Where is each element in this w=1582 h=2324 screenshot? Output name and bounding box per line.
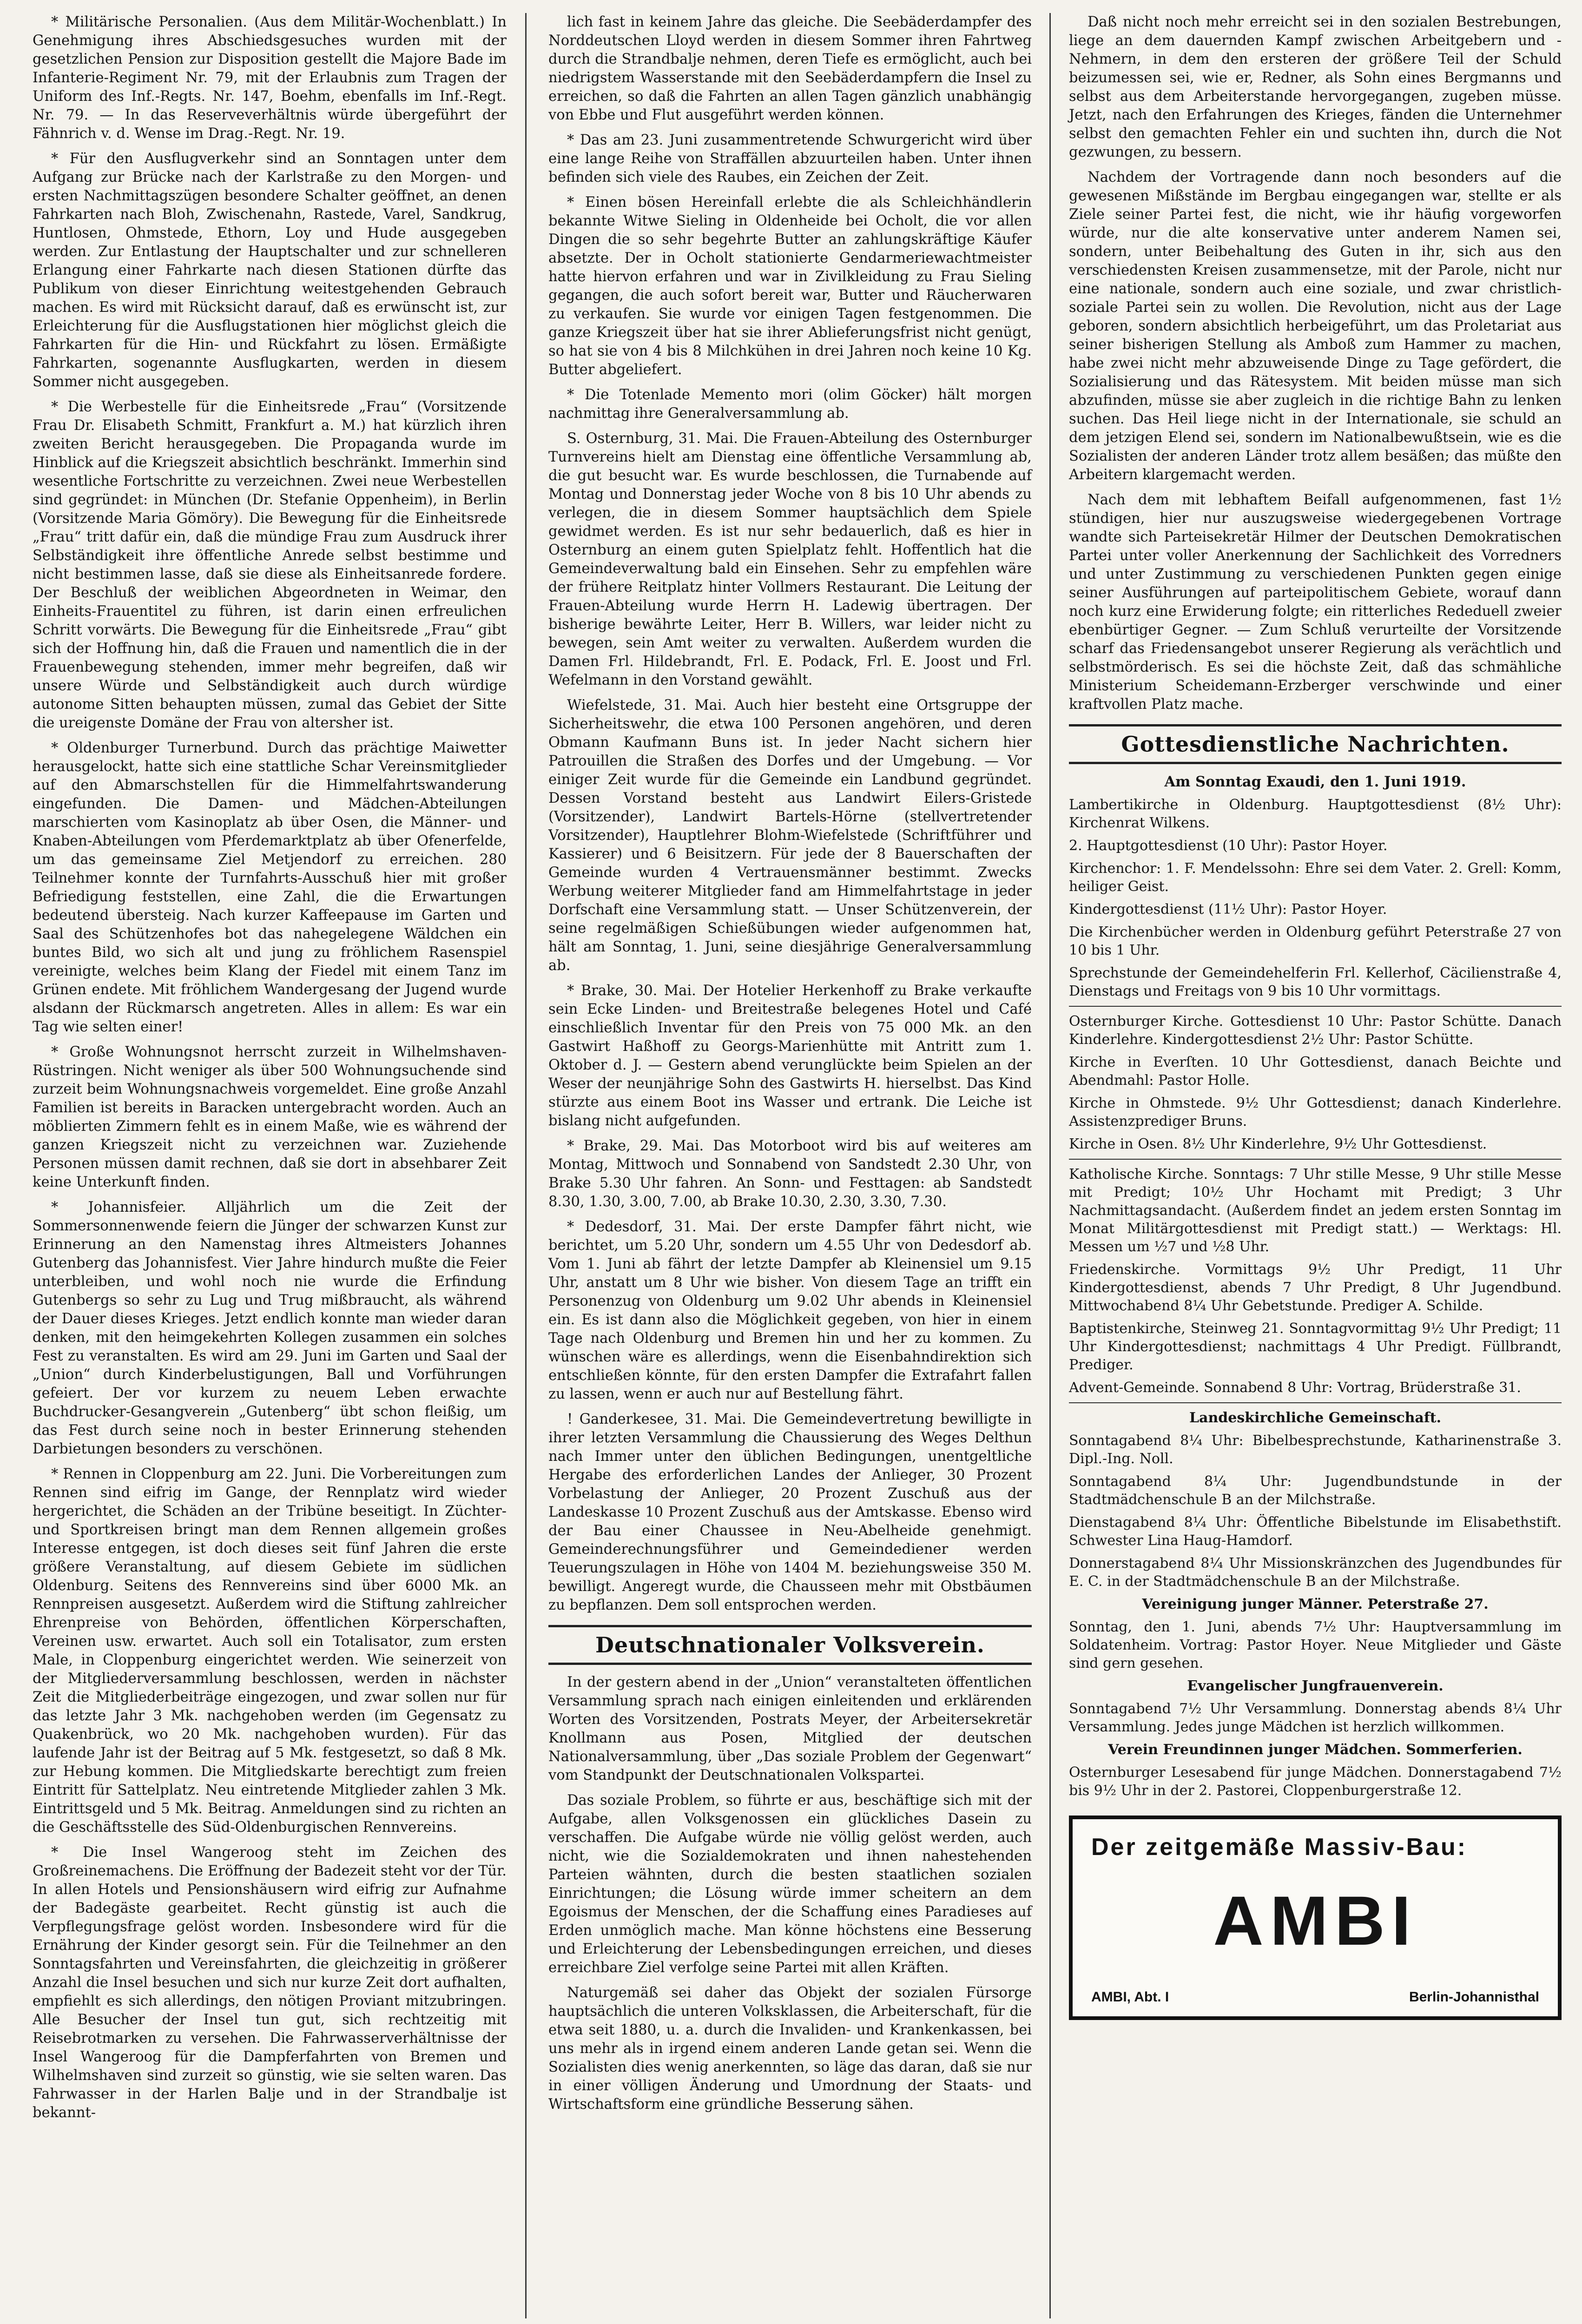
church-item: Donnerstagabend 8¼ Uhr Missionskränzchen des Jugendbundes für E. C. in der Stadtmädchenschule B an der Milchstraße. [1069, 1555, 1562, 1590]
article: Naturgemäß sei daher das Objekt der sozialen Fürsorge hauptsächlich die unteren Volksklassen, die Arbeiterschaft, für die etwa seit 1880, u. a. durch die Invaliden- und Krankenkassen, bei uns mehr als in irgend einem anderen Lande getan sei. Wenn die Sozialisten dies wenig anerkennten, so läge das daran, daß sie nur in einer völligen Änderung und Umordnung der Staats- und Wirtschaftsform eine gründliche Besserung sähen. [548, 1985, 1032, 2113]
ad-brand: AMBI [1213, 1882, 1417, 1960]
article: * Die Werbestelle für die Einheitsrede „Frau“ (Vorsitzende Frau Dr. Elisabeth Schmitt, Frankfurt a. M.) hat kürzlich ihren zweiten Bericht herausgegeben. Die Propaganda wurde im Hinblick auf die Kriegszeit absichtlich beschränkt. Immerhin sind wesentliche Fortschritte zu verzeichnen. Zwei neue Werbestellen sind gegründet: in München (Dr. Stefanie Oppenheim), in Berlin (Vorsitzende Maria Gömöry). Die Bewegung für die Einheitsrede „Frau“ tritt dafür ein, daß die mündige Frau zum Ausdruck ihrer Selbständigkeit ihre öffentliche Anrede selbst bestimme und nicht bestimmen lasse, daß sie diese als Einheitsanrede fordere. Der Beschluß der weiblichen Abgeordneten in Weimar, den Einheits-Frauentitel zu führen, ist darin einen erfreulichen Schritt vorwärts. Die Bewegung für die Einheitsrede „Frau“ gibt sich der Hoffnung hin, daß die Frauen und namentlich die in der Frauenbewegung stehenden, immer mehr begreifen, daß wir unsere Würde und Selbständigkeit auch durch würdige autonome Sitten behaupten müssen, zumal das Gebiet der Sitte die ureigenste Domäne der Frau von altersher ist. [33, 399, 507, 731]
church-list [1069, 796, 1562, 1800]
church-item: Kirche in Ohmstede. 9½ Uhr Gottesdienst; danach Kinderlehre. Assistenzprediger Bruns. [1069, 1095, 1562, 1129]
church-item: Sprechstunde der Gemeindehelferin Frl. Kellerhof, Cäcilienstraße 4, Dienstags und Freitags von 9 bis 10 Uhr vormittags. [1069, 965, 1562, 999]
church-item: 2. Hauptgottesdienst (10 Uhr): Pastor Hoyer. [1069, 838, 1388, 854]
church-item: Die Kirchenbücher werden in Oldenburg geführt Peterstraße 27 von 10 bis 1 Uhr. [1069, 924, 1562, 958]
ad-title: Der zeitgemäße Massiv-Bau: [1091, 1834, 1468, 1861]
church-item: Sonntagabend 8¼ Uhr: Jugendbundstunde in der Stadtmädchenschule B an der Milchstraße. [1069, 1473, 1562, 1508]
column-2 [548, 13, 1032, 2120]
article: * Johannisfeier. Alljährlich um die Zeit der Sommersonnenwende feiern die Jünger der schwarzen Kunst zur Erinnerung an den Namenstag ihres Altmeisters Johannes Gutenberg das Johannisfest. Vier Jahre hindurch mußte die Feier unterbleiben, und wohl noch nie wurde die Erfindung Gutenbergs so sehr zu Lug und Trug mißbraucht, als während der Dauer dieses Krieges. Jetzt endlich konnte man wieder daran denken, mit den heimgekehrten Kollegen zusammen ein solches Fest zu veranstalten. Es wird am 29. Juni im Garten und Saal der „Union“ durch Kinderbelustigungen, Ball und Vorführungen gefeiert. Der vor kurzem zu neuem Leben erwachte Buchdrucker-Gesangverein „Gutenberg“ übt schon fleißig, um das Fest durch seine noch in bester Erinnerung stehenden Darbietungen besonders zu verschönen. [33, 1199, 507, 1457]
church-item: Advent-Gemeinde. Sonnabend 8 Uhr: Vortrag, Brüderstraße 31. [1069, 1380, 1521, 1396]
church-item: Osternburger Lesesabend für junge Mädchen. Donnerstagabend 7½ bis 9½ Uhr in der 2. Pastorei, Cloppenburgerstraße 12. [1069, 1764, 1562, 1799]
divider [1069, 1006, 1562, 1007]
article: * Das am 23. Juni zusammentretende Schwurgericht wird über eine lange Reihe von Straffällen abzuurteilen haben. Unter ihnen befinden sich viele des Raubes, ein Zeichen der Zeit. [548, 132, 1032, 185]
article: S. Osternburg, 31. Mai. Die Frauen-Abteilung des Osternburger Turnvereins hielt am Dienstag eine öffentliche Versammlung ab, die gut besucht war. Es wurde beschlossen, die Turnabende auf Montag und Donnerstag jeder Woche von 8 bis 10 Uhr abends zu verlegen, die in diesem Sommer hauptsächlich dem Spiele gewidmet werden. Es ist nur sehr bedauerlich, daß es hier in Osternburg an einem guten Spielplatz fehlt. Hoffentlich hat die Gemeindeverwaltung bald ein Einsehen. Sehr zu empfehlen wäre der frühere Reitplatz hinter Vollmers Restaurant. Die Leitung der Frauen-Abteilung wurde Herrn H. Ladewig übertragen. Der bisherige bewährte Leiter, Herr B. Willers, war leider nicht zu bewegen, sein Amt weiter zu verwalten. Außerdem wurden die Damen Frl. Hildebrandt, Frl. E. Podack, Frl. E. Joost und Frl. Wefelmann in den Vorstand gewählt. [548, 430, 1032, 688]
article: * Militärische Personalien. (Aus dem Militär-Wochenblatt.) In Genehmigung ihres Abschiedsgesuches wurden mit der gesetzlichen Pension zur Disposition gestellt die Majore Bade im Infanterie-Regiment Nr. 79, mit der Erlaubnis zum Tragen der Uniform des Inf.-Regts. Nr. 147, Boehm, ebenfalls im Inf.-Regt. Nr. 79. — In das Reserveverhältnis würde übergeführt der Fähnrich v. d. Wense im Drag.-Regt. Nr. 19. [33, 14, 507, 142]
column-1 [33, 13, 507, 2129]
church-item: Lambertikirche in Oldenburg. Hauptgottesdienst (8½ Uhr): Kirchenrat Wilkens. [1069, 797, 1562, 831]
church-item: Sonntagabend 8¼ Uhr: Bibelbesprechstunde, Katharinenstraße 3. Dipl.-Ing. Noll. [1069, 1433, 1562, 1467]
article: * Die Insel Wangeroog steht im Zeichen des Großreinemachens. Die Eröffnung der Badezeit steht vor der Tür. In allen Hotels und Pensionshäusern wird eifrig zur Aufnahme der Badegäste gearbeitet. Recht günstig ist auch die Verpflegungsfrage gelöst worden. Insbesondere wird für die Ernährung der Kinder gesorgt sein. Für die Teilnehmer an den Sonntagsfahrten und Vereinsfahrten, die gleichzeitig in größerer Anzahl die Insel besuchen und sich nur kurze Zeit dort aufhalten, empfiehlt es sich allerdings, den nötigen Proviant mitzubringen. Alle Besucher der Insel tun gut, sich rechtzeitig mit Reisebrotmarken zu versehen. Die Fahrwasserverhältnisse der Insel Wangeroog für die Dampferfahrten von Bremen und Wilhelmshaven sind zurzeit so günstig, wie sie selten waren. Das Fahrwasser in der Harlen Balje und in der Strandbalje ist bekannt- [33, 1844, 507, 2121]
article: * Große Wohnungsnot herrscht zurzeit in Wilhelmshaven-Rüstringen. Nicht weniger als über 500 Wohnungsuchende sind zurzeit beim Wohnungsnachweis vorgemeldet. Eine große Anzahl Familien ist bereits in Baracken untergebracht worden. Auch an möblierten Zimmern fehlt es in einem Maße, wie es während der ganzen Kriegszeit nicht zu verzeichnen war. Zuziehende Personen müssen damit rechnen, daß sie dort in absehbarer Zeit keine Unterkunft finden. [33, 1044, 507, 1190]
article: * Einen bösen Hereinfall erlebte die als Schleichhändlerin bekannte Witwe Sieling in Oldenheide bei Ocholt, die vor allen Dingen die so sehr begehrte Butter an zahlungskräftige Käufer absetzte. Der in Ocholt stationierte Gendarmeriewachtmeister hatte hiervon erfahren und war in Zivilkleidung zu Frau Sieling gegangen, die auch sofort bereit war, Butter und Räucherwaren zu verkaufen. Sie wurde vor einigen Tagen festgenommen. Die ganze Kriegszeit über hat sie ihrer Ablieferungsfrist nicht genügt, so hat sie von 4 bis 8 Milchkühen in drei Jahren noch keine 10 Kg. Butter abgeliefert. [548, 194, 1032, 378]
article: * Brake, 29. Mai. Das Motorboot wird bis auf weiteres am Montag, Mittwoch und Sonnabend von Sandstedt 2.30 Uhr, von Brake 5.30 Uhr fahren. An Sonn- und Festtagen: ab Sandstedt 8.30, 1.30, 3.00, 7.00, ab Brake 10.30, 2.30, 3.30, 7.30. [548, 1138, 1032, 1210]
article: Nachdem der Vortragende dann noch besonders auf die gewesenen Mißstände im Bergbau eingegangen war, stellte er als Ziele seiner Partei fest, die nicht, wie ihr häufig vorgeworfen würde, nur die alte konservative unter anderem Namen sei, sondern, unter Beibehaltung des Guten in ihr, sich aus den verschiedensten Kreisen zusammensetze, mit der Parole, nicht nur eine nationale, sondern auch eine soziale, und zwar christlich-soziale Partei sein zu wollen. Die Revolution, nicht aus der Lage geboren, sondern absichtlich herbeigeführt, um das Proletariat aus seiner bisherigen Stellung als Amboß zum Hammer zu machen, habe zwei nicht mehr abzuweisende Dinge zu Tage gefördert, die Sozialisierung und das Rätesystem. Mit beiden müsse man sich abzufinden, müsse sie aber zugleich in die richtige Bahn zu lenken suchen. Das Heil liege nicht in der Internationale, sie schuld an dem jetzigen Elend sei, sondern im Nationalbewußtsein, wie es die Sozialisten der anderen Länder trotz allem besäßen; das müßte den Arbeitern klargemacht werden. [1069, 169, 1562, 483]
church-item: Kirche in Osen. 8½ Uhr Kinderlehre, 9½ Uhr Gottesdienst. [1069, 1136, 1487, 1152]
church-item: Kirche in Everſten. 10 Uhr Gottesdienst, danach Beichte und Abendmahl: Pastor Holle. [1069, 1054, 1562, 1089]
article: * Für den Ausflugverkehr sind an Sonntagen unter dem Aufgang zur Brücke nach der Karlstraße zu den Morgen- und ersten Nachmittagszügen besondere Schalter geöffnet, an denen Fahrkarten nach Bloh, Zwischenahn, Rastede, Varel, Sandkrug, Huntlosen, Ohmstede, Ethorn, Loy und Hude ausgegeben werden. Zur Entlastung der Hauptschalter und zur schnelleren Erlangung einer Fahrkarte nach diesen Stationen dürfte das Publikum von dieser Einrichtung weitestgehenden Gebrauch machen. Es wird mit Rücksicht darauf, daß es erwünscht ist, zur Erleichterung für die Ausflugstationen hier möglichst gleich die Fahrkarten für die Hin- und Rückfahrt zu lösen. Ermäßigte Fahrkarten, sogenannte Ausflugkarten, werden in diesem Sommer nicht ausgegeben. [33, 151, 507, 390]
church-item: Evangelischer Jungfrauenverein. [1187, 1678, 1444, 1694]
article: * Dedesdorf, 31. Mai. Der erste Dampfer fährt nicht, wie berichtet, um 5.20 Uhr, sondern um 4.55 Uhr von Dedesdorf ab. Vom 1. Juni ab fährt der letzte Dampfer ab Kleinensiel um 9.15 Uhr, anstatt um 8 Uhr wie bisher. Von diesem Tage an trifft ein Personenzug von Oldenburg um 9.02 Uhr abends in Kleinensiel ein. Es ist dann also die Möglichkeit gegeben, von hier in einem Tage nach Oldenburg und Bremen hin und her zu kommen. Zu wünschen wäre es allerdings, wenn die Eisenbahndirektion sich entschließen könnte, für den ersten Dampfer die Extrafahrt fallen zu lassen, wenn er auch nur auf Bestellung fährt. [548, 1219, 1032, 1402]
article: ! Ganderkesee, 31. Mai. Die Gemeindevertretung bewilligte in ihrer letzten Versammlung die Chaussierung des Weges Delthun nach Immer unter den üblichen Bedingungen, unentgeltliche Hergabe des erforderlichen Landes der Anlieger, 30 Prozent Vorbelastung der Anlieger, 20 Prozent Zuschuß aus der Landeskasse 10 Prozent Zuschuß aus der Amtskasse. Ebenso wird der Bau einer Chaussee in Neu-Abelheide genehmigt. Gemeinderechnungsführer und Gemeindediener werden Teuerungszulagen in Höhe von 1404 M. beziehungsweise 350 M. bewilligt. Angeregt wurde, die Chausseen mehr mit Obstbäumen zu bepflanzen. Dem soll entsprochen werden. [548, 1411, 1032, 1613]
section-header-volksverein: Deutschnationaler Volksverein. [548, 1625, 1032, 1665]
church-item: Vereinigung junger Männer. Peterstraße 27. [1142, 1596, 1489, 1612]
section-header-church: Gottesdienstliche Nachrichten. [1069, 724, 1562, 764]
church-item: Sonntagabend 7½ Uhr Versammlung. Donnerstag abends 8¼ Uhr Versammlung. Jedes junge Mädchen ist herzlich willkommen. [1069, 1701, 1562, 1735]
ad-footer-left: AMBI, Abt. I [1091, 1989, 1169, 2005]
ad-footer [1091, 1989, 1539, 2005]
church-item: Baptistenkirche, Steinweg 21. Sonntagvormittag 9½ Uhr Predigt; 11 Uhr Kindergottesdienst; nachmittags 4 Uhr Predigt. Füllbrandt, Prediger. [1069, 1320, 1562, 1373]
divider [1069, 1402, 1562, 1403]
church-date: Am Sonntag Exaudi, den 1. Juni 1919. [1164, 773, 1466, 790]
article: * Rennen in Cloppenburg am 22. Juni. Die Vorbereitungen zum Rennen sind eifrig im Gange, der Rennplatz wird wieder hergerichtet, die Schäden an der Tribüne beseitigt. In Züchter- und Sportkreisen bringt man dem Rennen allgemein großes Interesse entgegen, ist doch dieses seit fünf Jahren die erste größere Veranstaltung, auf diesem Gebiete im südlichen Oldenburg. Seitens des Rennvereins sind über 6000 Mk. an Rennpreisen ausgesetzt. Außerdem wird die Stiftung zahlreicher Ehrenpreise von Behörden, öffentlichen Körperschaften, Vereinen usw. erwartet. Auch soll ein Totalisator, zum ersten Male, in Cloppenburg eingerichtet werden. Wie seinerzeit von der Mitgliederversammlung beschlossen, werden in nächster Zeit die Mitgliederbeiträge eingezogen, und zwar sollen nur für das letzte Jahr 3 Mk. nachgehoben werden (im Gegensatz zu Quakenbrück, wo 20 Mk. nachgehoben wurden). Für das laufende Jahr ist der Beitrag auf 5 Mk. festgesetzt, so daß 8 Mk. zur Hebung kommen. Die Mitgliedskarte berechtigt zum freien Eintritt für Sattelplatz. Neu eintretende Mitglieder zahlen 3 Mk. Eintrittsgeld und 5 Mk. Beitrag. Anmeldungen sind zu richten an die Geschäftsstelle des Süd-Oldenburgischen Rennvereins. [33, 1466, 507, 1835]
article: * Brake, 30. Mai. Der Hotelier Herkenhoff zu Brake verkaufte sein Ecke Linden- und Breitestraße belegenes Hotel und Café einschließlich Inventar für den Preis von 75 000 Mk. an den Gastwirt Haßhoff zu Georgs-Marienhütte mit Antritt zum 1. Oktober d. J. — Gestern abend verunglückte beim Spielen an der Weser der neunjährige Sohn des Gastwirts H. hierselbst. Das Kind stürzte aus einem Boot ins Wasser und ertrank. Die Leiche ist bislang nicht aufgefunden. [548, 983, 1032, 1129]
article: Daß nicht noch mehr erreicht sei in den sozialen Bestrebungen, liege an dem dauernden Kampf zwischen Arbeitgebern und -Nehmern, in dem den ersteren der größere Teil der Schuld beizumessen sei, wie er, Redner, als Sohn eines Bergmanns und selbst aus dem Arbeiterstande hervorgegangen, zugeben müsse. Jetzt, nach den Erfahrungen des Krieges, fänden die Unternehmer selbst den gemachten Fehler ein und suchten ihn, durch die Not gezwungen, zu bessern. [1069, 14, 1562, 160]
church-item: Verein Freundinnen junger Mädchen. Sommerferien. [1108, 1742, 1523, 1758]
article: lich fast in keinem Jahre das gleiche. Die Seebäderdampfer des Norddeutschen Lloyd werden in diesem Sommer ihren Fahrtweg durch die Strandbalje nehmen, deren Tiefe es ermöglicht, auch bei niedrigstem Wasserstande mit den Seebäderdampfern die Insel zu erreichen, so daß die Fahrten an allen Tagen gänzlich unabhängig von Ebbe und Flut ausgeführt werden können. [548, 14, 1032, 123]
church-item: Katholische Kirche. Sonntags: 7 Uhr stille Messe, 9 Uhr stille Messe mit Predigt; 10½ Uhr Hochamt mit Predigt; 3 Uhr Nachmittagsandacht. (Außerdem findet an jedem ersten Sonntag im Monat Militärgottesdienst mit Predigt statt.) — Werktags: Hl. Messen um ½7 und ½8 Uhr. [1069, 1166, 1562, 1255]
column-rule-2 [1049, 13, 1051, 2318]
church-item: Landeskirchliche Gemeinschaft. [1189, 1410, 1442, 1426]
column-3 [1069, 13, 1562, 2020]
article: * Die Totenlade Memento mori (olim Göcker) hält morgen nachmittag ihre Generalversammlung ab. [548, 387, 1032, 422]
church-item: Kirchenchor: 1. F. Mendelssohn: Ehre sei dem Vater. 2. Grell: Komm, heiliger Geist. [1069, 860, 1562, 895]
article: Nach dem mit lebhaftem Beifall aufgenommenen, fast 1½ stündigen, hier nur auszugsweise wiedergegebenen Vortrage wandte sich Parteisekretär Hilmer der Deutschen Demokratischen Partei unter voller Anerkennung der Sachlichkeit des Vorredners und unter Zustimmung zu verschiedenen Punkten gegen einige seiner Ausführungen auf parteipolitischem Gebiete, worauf dann noch kurz eine Erwiderung folgte; ein ritterliches Rededuell zweier ebenbürtiger Gegner. — Zum Schluß verurteilte der Vorsitzende scharf das Friedensangebot unserer Regierung als verächtlich und selbstmörderisch. Es sei die höchste Zeit, daß das schmähliche Ministerium Scheidemann-Erzberger verschwinde und einer kraftvollen Platz mache. [1069, 492, 1562, 713]
church-item: Kindergottesdienst (11½ Uhr): Pastor Hoyer. [1069, 901, 1387, 918]
article: Wiefelstede, 31. Mai. Auch hier besteht eine Ortsgruppe der Sicherheitswehr, die etwa 100 Personen angehören, und deren Obmann Kaufmann Buns ist. In jeder Nacht sichern hier Patrouillen die Straßen des Dorfes und der Umgebung. — Vor einiger Zeit wurde für die Gemeinde ein Landbund gegründet. Dessen Vorstand besteht aus Landwirt Eilers-Gristede (Vorsitzender), Landwirt Bartels-Hörne (stellvertretender Vorsitzender), Hauptlehrer Blohm-Wiefelstede (Schriftführer und Kassierer) und 6 Beisitzern. Für jede der 8 Bauerschaften der Gemeinde wurden 4 Vertrauensmänner bestimmt. Zwecks Werbung weiterer Mitglieder fand am Himmelfahrtstage in jeder Dorfschaft eine Versammlung statt. — Unser Schützenverein, der seine regelmäßigen Schießübungen wieder aufgenommen hat, hält am Sonntag, 1. Juni, seine diesjährige Generalversammlung ab. [548, 697, 1032, 974]
ad-footer-right: Berlin-Johannisthal [1409, 1989, 1539, 2005]
church-item: Friedenskirche. Vormittags 9½ Uhr Predigt, 11 Uhr Kindergottesdienst, abends 7 Uhr Predigt, 8 Uhr Jugendbund. Mittwochabend 8¼ Uhr Gebetstunde. Prediger A. Schilde. [1069, 1261, 1562, 1314]
article: In der gestern abend in der „Union“ veranstalteten öffentlichen Versammlung sprach nach einigen einleitenden und erklärenden Worten des Vorsitzenden, Postrats Meyer, der Arbeitersekretär Knollmann aus Posen, Mitglied der deutschen Nationalversammlung, über „Das soziale Problem der Gegenwart“ vom Standpunkt der Deutschnationalen Volkspartei. [548, 1674, 1032, 1783]
advertisement-ambi [1069, 1816, 1562, 2020]
article: * Oldenburger Turnerbund. Durch das prächtige Maiwetter herausgelockt, hatte sich eine stattliche Schar Vereinsmitglieder auf den Abmarschstellen für die Himmelfahrtswanderung eingefunden. Die Damen- und Mädchen-Abteilungen marschierten vom Kasinoplatz ab über Osen, die Männer- und Knaben-Abteilungen vom Pferdemarktplatz ab über Ofenerfelde, um das gemeinsame Ziel Metjendorf zu erreichen. 280 Teilnehmer konnte der Turnfahrts-Ausschuß hier mit großer Befriedigung feststellen, eine Zahl, die die Erwartungen bedeutend übersteig. Nach kurzer Kaffeepause im Garten und Saal des Schützenhofes bot das nahegelegene Wäldchen ein buntes Bild, wo sich alt und jung zu fröhlichem Rasenspiel vereinigte, welches beim Klang der Fiedel mit einem Tanz im Grünen endete. Mit fröhlichem Wandergesang der Jugend wurde alsdann der Rückmarsch angetreten. Alles in allem: Es war ein Tag wie selten einer! [33, 740, 507, 1035]
column-rule-1 [525, 13, 527, 2318]
church-item: Dienstagabend 8¼ Uhr: Öffentliche Bibelstunde im Elisabethstift. Schwester Lina Haug-Hamdorf. [1069, 1514, 1562, 1549]
article: Das soziale Problem, so führte er aus, beschäftige sich mit der Aufgabe, allen Volksgenossen ein glückliches Dasein zu verschaffen. Die Aufgabe würde nie völlig gelöst werden, auch nicht, wie die Sozialdemokraten und ihnen nahestehenden Parteien wähnten, durch die besten staatlichen sozialen Einrichtungen; die Lösung würde immer scheitern an dem Egoismus der Menschen, der die Schaffung eines Paradieses auf Erden unmöglich mache. Man könne höchstens eine Besserung und Erleichterung der Lebensbedingungen erreichen, und dieses erreichbare Ziel verfolge seine Partei mit allen Kräften. [548, 1792, 1032, 1976]
church-item: Osternburger Kirche. Gottesdienst 10 Uhr: Pastor Schütte. Danach Kinderlehre. Kindergottesdienst 2½ Uhr: Pastor Schütte. [1069, 1013, 1562, 1048]
divider [1069, 1159, 1562, 1160]
church-item: Sonntag, den 1. Juni, abends 7½ Uhr: Hauptversammlung im Soldatenheim. Vortrag: Pastor Hoyer. Neue Mitglieder und Gäste sind gern gesehen. [1069, 1619, 1562, 1671]
